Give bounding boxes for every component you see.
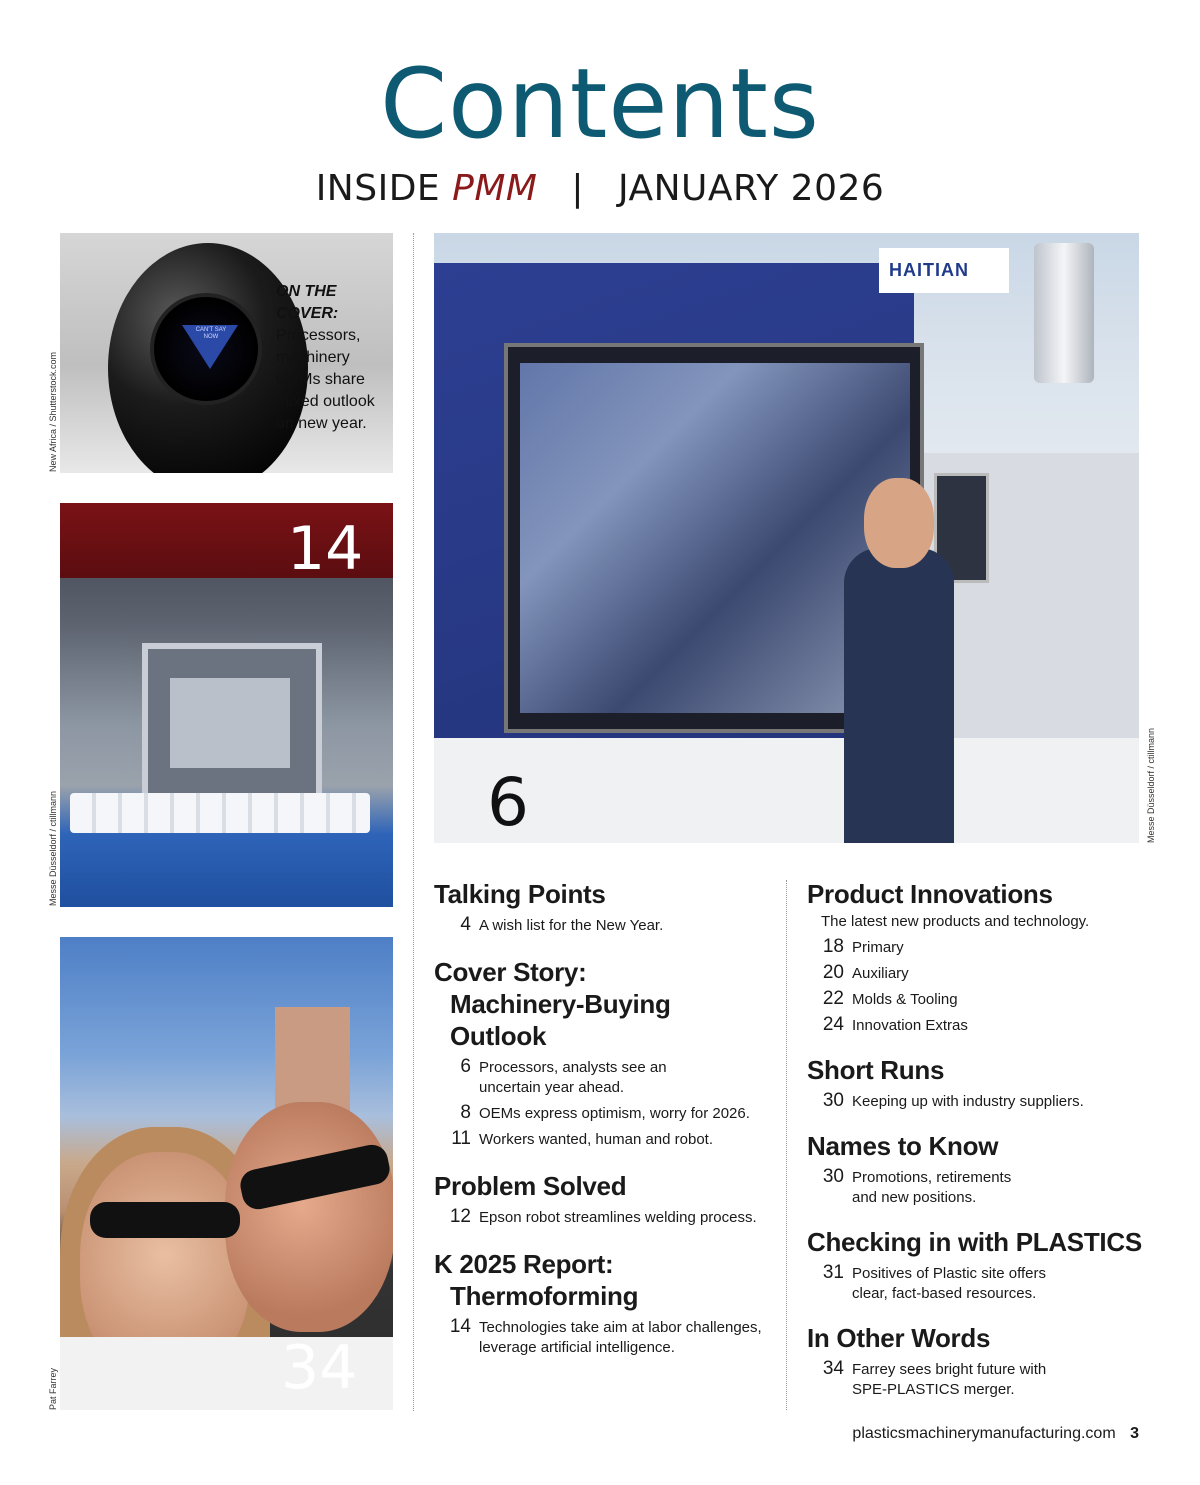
toc-text: Promotions, retirements and new positions. — [852, 1169, 1012, 1206]
visitor-figure — [844, 478, 954, 843]
section-title — [434, 1248, 779, 1312]
toc-entry[interactable] — [434, 1102, 779, 1124]
toc-page: 18 — [822, 936, 844, 957]
section-short-runs — [807, 1054, 1147, 1112]
toc-entry[interactable] — [807, 936, 1147, 958]
column-divider — [413, 233, 414, 1411]
selfie-photo — [60, 937, 393, 1410]
toc-entry[interactable] — [807, 1014, 1147, 1036]
section-description: The latest new products and technology. — [821, 913, 1090, 930]
toc-entry[interactable] — [807, 1166, 1037, 1208]
section-checking-in — [807, 1226, 1147, 1304]
haitian-sign-text: HAITIAN — [889, 260, 969, 280]
section-title-line: Machinery-Buying — [450, 989, 671, 1019]
contents-left-column — [434, 878, 779, 1370]
section-title-line: Cover Story: — [434, 957, 587, 987]
toc-page: 11 — [451, 1128, 471, 1149]
ball-answer-text: CAN'T SAY NOW — [195, 327, 227, 340]
toc-text: Epson robot streamlines welding process. — [479, 1209, 757, 1226]
page-number-14: 14 — [287, 514, 364, 584]
toc-page: 24 — [822, 1014, 844, 1035]
section-names-to-know — [807, 1130, 1147, 1208]
page-number-6: 6 — [487, 764, 529, 841]
ball-window — [150, 293, 262, 405]
toc-page: 14 — [449, 1316, 471, 1337]
visitor-suit — [844, 548, 954, 843]
cover-caption — [276, 281, 391, 435]
toc-entry[interactable] — [434, 914, 779, 936]
toc-text: A wish list for the New Year. — [479, 917, 664, 934]
toc-text: Technologies take aim at labor challenges, leverage artificial intelligence. — [479, 1319, 762, 1356]
toc-page: 34 — [822, 1358, 844, 1379]
toc-text: Innovation Extras — [852, 1017, 968, 1034]
man-face — [225, 1102, 393, 1332]
cover-caption-text: Processors, machinery OEMs share mixed outlook on new year. — [276, 327, 375, 432]
toc-page: 8 — [460, 1102, 471, 1123]
haitian-sign — [879, 248, 1009, 293]
photo-14-credit: Messe Düsseldorf / ctillmann — [48, 790, 58, 906]
toc-entry[interactable] — [807, 1358, 1077, 1400]
toc-text: Auxiliary — [852, 965, 909, 982]
section-talking-points — [434, 878, 779, 936]
contents-right-column — [807, 878, 1147, 1412]
toc-entry[interactable] — [434, 1206, 779, 1228]
subtitle-prefix: INSIDE — [315, 168, 441, 209]
toc-entry[interactable] — [434, 1056, 694, 1098]
section-title — [434, 956, 779, 1052]
column-divider-right — [786, 880, 787, 1410]
toc-page: 30 — [822, 1166, 844, 1187]
page-number-34: 34 — [281, 1333, 358, 1403]
section-title-line: Thermoforming — [450, 1281, 639, 1311]
toc-page: 31 — [822, 1262, 844, 1283]
section-problem-solved — [434, 1170, 779, 1228]
section-title: Short Runs — [807, 1055, 945, 1085]
injection-molding-photo — [434, 233, 1139, 843]
toc-page: 30 — [822, 1090, 844, 1111]
section-title: Problem Solved — [434, 1171, 627, 1201]
page-title: Contents — [380, 48, 820, 160]
section-product-innovations — [807, 878, 1147, 1036]
toc-page: 6 — [460, 1056, 471, 1077]
section-title: Names to Know — [807, 1131, 999, 1161]
section-title: Checking in with PLASTICS — [807, 1227, 1142, 1257]
machine-base — [434, 738, 1139, 843]
toc-entry[interactable] — [434, 1316, 779, 1358]
subtitle-separator: | — [571, 168, 585, 209]
section-in-other-words — [807, 1322, 1147, 1400]
footer-page-number: 3 — [1130, 1425, 1139, 1442]
photo-34-credit: Pat Farrey — [48, 1367, 58, 1410]
toc-page: 4 — [460, 914, 471, 935]
cover-photo — [60, 233, 393, 473]
section-k2025-report — [434, 1248, 779, 1358]
toc-entry[interactable] — [807, 988, 1147, 1010]
toc-page: 22 — [822, 988, 844, 1009]
section-title: In Other Words — [807, 1323, 991, 1353]
section-title: Product Innovations — [807, 879, 1053, 909]
section-title-line: Outlook — [450, 1021, 547, 1051]
photo-6-credit: Messe Düsseldorf / ctillmann — [1146, 727, 1156, 843]
toc-text: Workers wanted, human and robot. — [479, 1131, 714, 1148]
footer-url[interactable]: plasticsmachinerymanufacturing.com — [852, 1425, 1116, 1442]
cover-caption-lead: ON THE COVER: — [276, 283, 339, 322]
toc-text: Positives of Plastic site offers clear, fact-based resources. — [852, 1265, 1046, 1302]
visitor-head — [864, 478, 934, 568]
toc-page: 20 — [822, 962, 844, 983]
toc-text: Molds & Tooling — [852, 991, 958, 1008]
cover-photo-credit: New Africa / Shutterstock.com — [48, 351, 58, 472]
page-footer — [852, 1425, 1139, 1443]
issue-subtitle — [0, 168, 1200, 209]
toc-text: Keeping up with industry suppliers. — [852, 1093, 1084, 1110]
subtitle-brand: PMM — [452, 168, 538, 209]
section-cover-story — [434, 956, 779, 1150]
toc-entry[interactable] — [807, 962, 1147, 984]
machine-tooling — [170, 678, 290, 768]
sunglasses-icon — [90, 1202, 240, 1238]
toc-text: Farrey sees bright future with SPE-PLASTICS merger. — [852, 1361, 1047, 1398]
subtitle-issue: JANUARY 2026 — [618, 168, 885, 209]
thermoforming-photo — [60, 503, 393, 907]
plastic-cups — [70, 793, 370, 833]
toc-entry[interactable] — [434, 1128, 779, 1150]
toc-page: 12 — [449, 1206, 471, 1227]
toc-text: OEMs express optimism, worry for 2026. — [479, 1105, 750, 1122]
section-title: Talking Points — [434, 879, 606, 909]
toc-text: Primary — [852, 939, 904, 956]
material-hopper — [1034, 243, 1094, 383]
toc-entry[interactable] — [807, 1090, 1147, 1112]
section-title-line: K 2025 Report: — [434, 1249, 614, 1279]
toc-entry[interactable] — [807, 1262, 1067, 1304]
toc-text: Processors, analysts see an uncertain year ahead. — [479, 1059, 667, 1096]
